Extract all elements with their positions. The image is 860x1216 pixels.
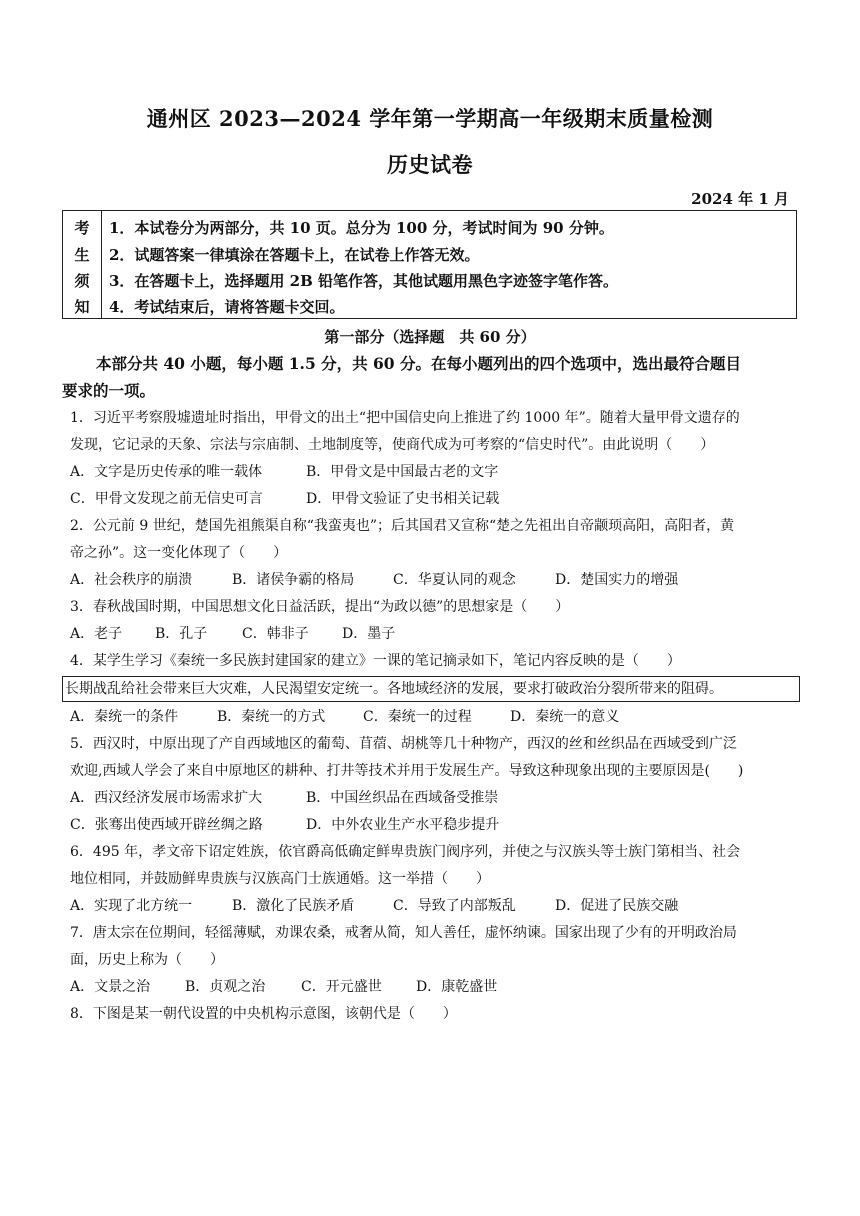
question-6-option-b[interactable]: B．激化了民族矛盾 — [232, 898, 355, 914]
question-6-option-a[interactable]: A．实现了北方统一 — [70, 898, 193, 914]
question-1-option-b[interactable]: B．甲骨文是中国最古老的文字 — [306, 464, 499, 480]
question-1-option-d[interactable]: D．甲骨文验证了史书相关记载 — [306, 491, 500, 507]
notice-side-char: 知 — [74, 298, 90, 316]
question-4-option-b[interactable]: B．秦统一的方式 — [217, 709, 326, 725]
question-5-option-c[interactable]: C．张骞出使西域开辟丝绸之路 — [70, 817, 263, 833]
question-5-stem: 5．西汉时，中原出现了产自西域地区的葡萄、苜蓿、胡桃等几十种物产，西汉的丝和丝织品在西域受到广泛 — [70, 736, 737, 752]
question-7-option-c[interactable]: C．开元盛世 — [301, 979, 382, 995]
question-1-stem: 发现，它记录的天象、宗法与宗庙制、土地制度等，使商代成为可考察的“信史时代”。由此说明（ ） — [70, 437, 715, 453]
question-3-option-d[interactable]: D．墨子 — [342, 626, 396, 642]
notice-side-char: 生 — [74, 246, 90, 264]
question-1-option-c[interactable]: C．甲骨文发现之前无信史可言 — [70, 491, 263, 507]
notice-side-char: 考 — [74, 219, 90, 237]
question-2-option-a[interactable]: A．社会秩序的崩溃 — [70, 572, 193, 588]
notice-side-label — [63, 211, 102, 318]
section-intro: 要求的一项。 — [62, 381, 156, 400]
question-5-option-a[interactable]: A．西汉经济发展市场需求扩大 — [70, 790, 263, 806]
question-7-option-a[interactable]: A．文景之治 — [70, 979, 151, 995]
question-2-stem: 2．公元前 9 世纪，楚国先祖熊渠自称“我蛮夷也”；后其国君又宣称“楚之先祖出自帝颛顼高阳，高阳者，黄 — [70, 518, 735, 534]
notice-side-char: 须 — [74, 272, 90, 290]
question-6-option-c[interactable]: C．导致了内部叛乱 — [393, 898, 516, 914]
notice-rule: 2．试题答案一律填涂在答题卡上，在试卷上作答无效。 — [109, 246, 480, 264]
question-3-option-b[interactable]: B．孔子 — [155, 626, 208, 642]
notice-rule: 3．在答题卡上，选择题用 2B 铅笔作答，其他试题用黑色字迹签字笔作答。 — [109, 272, 618, 290]
question-2-option-d[interactable]: D．楚国实力的增强 — [555, 572, 679, 588]
question-3-stem: 3．春秋战国时期，中国思想文化日益活跃，提出“为政以德”的思想家是（ ） — [70, 599, 570, 615]
question-3-option-c[interactable]: C．韩非子 — [242, 626, 309, 642]
question-2-stem: 帝之孙”。这一变化体现了（ ） — [70, 545, 288, 561]
question-2-option-c[interactable]: C．华夏认同的观念 — [393, 572, 516, 588]
question-2-option-b[interactable]: B．诸侯争霸的格局 — [232, 572, 355, 588]
exam-subtitle: 历史试卷 — [387, 152, 473, 177]
question-4-option-a[interactable]: A．秦统一的条件 — [70, 709, 179, 725]
question-6-stem: 地位相同，并鼓励鲜卑贵族与汉族高门士族通婚。这一举措（ ） — [70, 871, 490, 887]
question-4-note-box: 长期战乱给社会带来巨大灾难，人民渴望安定统一。各地域经济的发展，要求打破政治分裂所带来的阻碍。 — [62, 676, 800, 702]
question-7-stem: 面，历史上称为（ ） — [70, 952, 224, 968]
section-title: 第一部分（选择题 共 60 分） — [324, 328, 536, 346]
question-8-stem: 8．下图是某一朝代设置的中央机构示意图，该朝代是（ ） — [70, 1006, 457, 1022]
question-6-stem: 6．495 年，孝文帝下诏定姓族，依官爵高低确定鲜卑贵族门阀序列，并使之与汉族头等士族门第相当、社会 — [70, 844, 741, 860]
notice-rule: 1．本试卷分为两部分，共 10 页。总分为 100 分，考试时间为 90 分钟。 — [109, 219, 614, 237]
question-4-option-c[interactable]: C．秦统一的过程 — [363, 709, 472, 725]
question-3-option-a[interactable]: A．老子 — [70, 626, 123, 642]
question-6-option-d[interactable]: D．促进了民族交融 — [555, 898, 679, 914]
exam-title: 通州区 2023—2024 学年第一学期高一年级期末质量检测 — [146, 106, 714, 131]
question-4-stem: 4．某学生学习《秦统一多民族封建国家的建立》一课的笔记摘录如下，笔记内容反映的是（ ） — [70, 653, 681, 669]
question-1-stem: 1．习近平考察殷墟遗址时指出，甲骨文的出土“把中国信史向上推进了约 1000 年”。随着大量甲骨文遗存的 — [70, 410, 740, 426]
exam-date: 2024 年 1 月 — [691, 190, 789, 208]
question-1-option-a[interactable]: A．文字是历史传承的唯一载体 — [70, 464, 263, 480]
question-5-stem: 欢迎,西域人学会了来自中原地区的耕种、打井等技术并用于发展生产。导致这种现象出现的主要原因是( ) — [70, 763, 744, 779]
question-5-option-d[interactable]: D．中外农业生产水平稳步提升 — [306, 817, 500, 833]
question-7-stem: 7．唐太宗在位期间，轻徭薄赋，劝课农桑，戒奢从简，知人善任，虚怀纳谏。国家出现了少有的开明政治局 — [70, 925, 737, 941]
question-7-option-b[interactable]: B．贞观之治 — [185, 979, 266, 995]
question-5-option-b[interactable]: B．中国丝织品在西域备受推崇 — [306, 790, 499, 806]
section-intro: 本部分共 40 小题，每小题 1.5 分，共 60 分。在每小题列出的四个选项中，选出最符合题目 — [96, 354, 741, 373]
question-4-option-d[interactable]: D．秦统一的意义 — [510, 709, 620, 725]
candidate-notice-box — [62, 210, 797, 319]
notice-rule: 4．考试结束后，请将答题卡交回。 — [109, 298, 345, 316]
question-7-option-d[interactable]: D．康乾盛世 — [416, 979, 498, 995]
